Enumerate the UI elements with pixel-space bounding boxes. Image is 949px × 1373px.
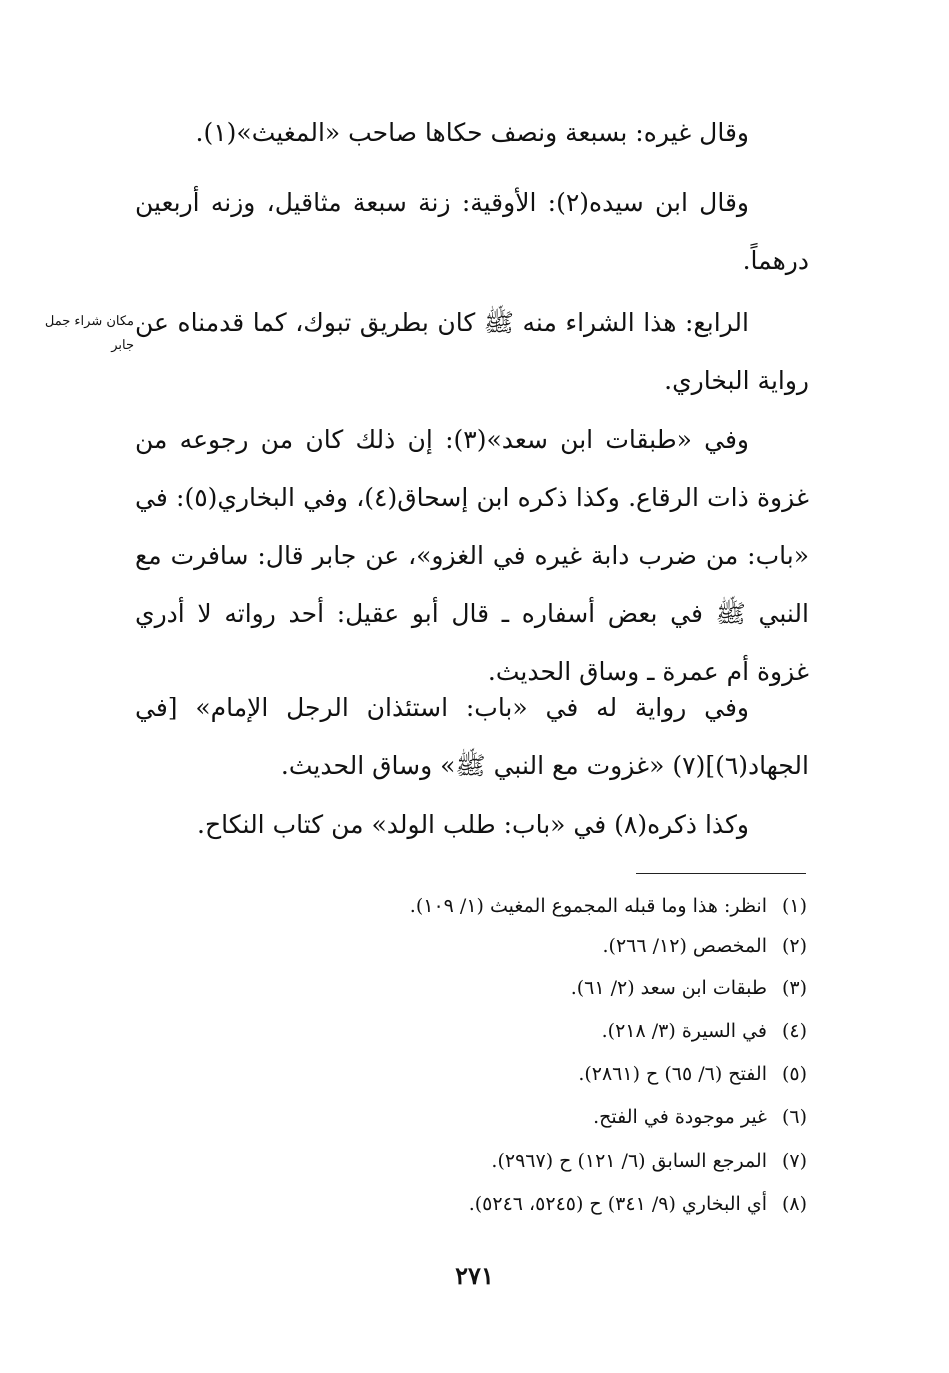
- footnote-7: [491, 1146, 807, 1176]
- footnote-text: انظر: هذا وما قبله المجموع المغيث (١/ ١٠٩).: [409, 895, 767, 917]
- paragraph-5: وفي رواية له في «باب: استئذان الرجل الإمام» [في الجهاد(٦)](٧) «غزوت مع النبي ﷺ» وساق الحديث.: [135, 693, 809, 780]
- footnote-number: (٥): [781, 1063, 807, 1085]
- footnote-number: (١): [781, 895, 807, 917]
- footnote-8: [469, 1189, 807, 1219]
- footnote-text: طبقات ابن سعد (٢/ ٦١).: [570, 977, 767, 999]
- footnote-text: المرجع السابق (٦/ ١٢١) ح (٢٩٦٧).: [491, 1150, 767, 1172]
- paragraph-6: وكذا ذكره(٨) في «باب: طلب الولد» من كتاب النكاح.: [197, 810, 749, 839]
- paragraph-2: وقال ابن سيده(٢): الأوقية: زنة سبعة مثاقيل، وزنه أربعين درهماً.: [135, 188, 809, 275]
- footnote-text: المخصص (١٢/ ٢٦٦).: [602, 935, 767, 957]
- footnote-2: [603, 931, 807, 961]
- footnote-number: (٣): [781, 977, 807, 999]
- footnote-number: (٢): [781, 935, 807, 957]
- footnote-text: الفتح (٦/ ٦٥) ح (٢٨٦١).: [578, 1063, 767, 1085]
- footnote-3: [571, 973, 807, 1003]
- footnote-5: [578, 1059, 807, 1089]
- paragraph-1: وقال غيره: بسبعة ونصف حكاها صاحب «المغيث»(١).: [195, 118, 749, 147]
- page-number: ٢٧١: [455, 1261, 494, 1290]
- paragraph-4: وفي «طبقات ابن سعد»(٣): إن ذلك كان من رجوعه من غزوة ذات الرقاع. وكذا ذكره ابن إسحاق(٤)، وفي البخاري(٥): في «باب: من ضرب دابة غيره في الغزو»، عن جابر قال: سافرت مع النبي ﷺ في بعض أسفاره ـ قال أبو عقيل: أحد رواته لا أدري غزوة أم عمرة ـ وساق الحديث.: [135, 425, 809, 686]
- footnote-divider: [636, 873, 806, 874]
- footnote-text: في السيرة (٣/ ٢١٨).: [601, 1020, 767, 1042]
- footnote-6: [593, 1102, 807, 1132]
- footnote-text: غير موجودة في الفتح.: [593, 1106, 767, 1128]
- footnote-number: (٤): [781, 1020, 807, 1042]
- footnote-number: (٦): [781, 1106, 807, 1128]
- footnote-4: [602, 1016, 807, 1046]
- footnote-1: [410, 891, 807, 921]
- footnote-number: (٨): [781, 1193, 807, 1215]
- footnote-number: (٧): [781, 1150, 807, 1172]
- paragraph-3: الرابع: هذا الشراء منه ﷺ كان بطريق تبوك، كما قدمناه عن رواية البخاري.: [135, 308, 809, 395]
- margin-note: مكان شراء جمل جابر: [44, 314, 134, 353]
- footnote-text: أي البخاري (٩/ ٣٤١) ح (٥٢٤٥، ٥٢٤٦).: [468, 1193, 767, 1215]
